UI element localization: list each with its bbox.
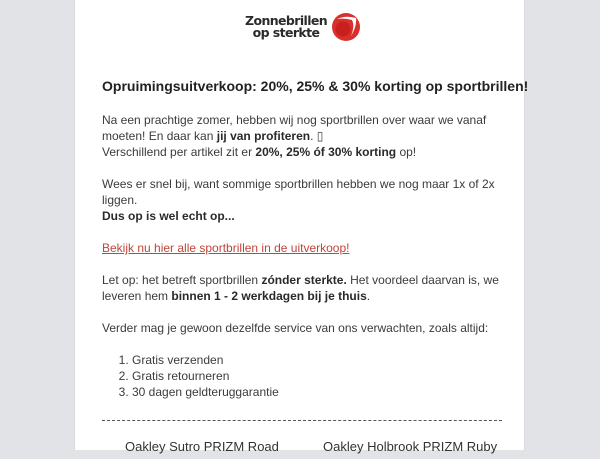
- cta-paragraph: [102, 240, 502, 256]
- note-text: Let op: het betreft sportbrillen: [102, 273, 262, 287]
- hurry-bold: Dus op is wel echt op...: [102, 209, 235, 223]
- intro-text: Na een prachtige zomer, hebben wij nog sportbrillen over waar we vanaf moeten! En daar kan: [102, 113, 487, 143]
- note-text-3: .: [366, 289, 371, 303]
- hurry-text: Wees er snel bij, want sommige sportbrillen hebben we nog maar 1x of 2x liggen.: [102, 177, 495, 207]
- email-card: [74, 0, 529, 454]
- email-headline: Opruimingsuitverkoop: 20%, 25% & 30% korting op sportbrillen!: [102, 78, 529, 94]
- brand-logo[interactable]: [245, 12, 361, 42]
- note-text-2: Het voordeel daarvan is, we leveren hem: [102, 273, 499, 303]
- note-paragraph: [102, 272, 502, 304]
- intro-bold: jij van profiteren: [216, 129, 311, 143]
- product-row: [75, 439, 526, 459]
- service-item: 1. Gratis verzenden: [132, 352, 502, 368]
- service-item: 3. 30 dagen geldteruggarantie: [132, 384, 502, 400]
- brand-line-1: Zonnebrillen: [245, 13, 328, 28]
- brand-sunglasses-icon: [331, 12, 361, 42]
- service-list: [102, 352, 502, 400]
- discount-bold: 20%, 25% óf 30% korting: [255, 145, 397, 159]
- intro-emoji: . ▯: [310, 129, 324, 143]
- product-title[interactable]: Oakley Holbrook PRIZM Ruby: [323, 439, 498, 454]
- sale-link[interactable]: Bekijk nu hier alle sportbrillen in de uitverkoop!: [102, 241, 350, 255]
- discount-text: Verschillend per artikel zit er: [102, 145, 256, 159]
- dashed-divider: [102, 420, 502, 421]
- hurry-paragraph: [102, 176, 502, 224]
- intro-paragraph: [102, 112, 502, 160]
- service-intro: Verder mag je gewoon dezelfde service van ons verwachten, zoals altijd:: [102, 321, 489, 335]
- service-item: 2. Gratis retourneren: [132, 368, 502, 384]
- brand-line-2: op sterkte: [252, 25, 320, 40]
- note-bold-1: zónder sterkte.: [261, 273, 347, 287]
- discount-suffix: op!: [396, 145, 417, 159]
- brand-wordmark: [245, 15, 327, 39]
- note-bold-2: binnen 1 - 2 werkdagen bij je thuis: [171, 289, 367, 303]
- product-title[interactable]: Oakley Sutro PRIZM Road: [125, 439, 279, 454]
- email-body: [102, 76, 529, 421]
